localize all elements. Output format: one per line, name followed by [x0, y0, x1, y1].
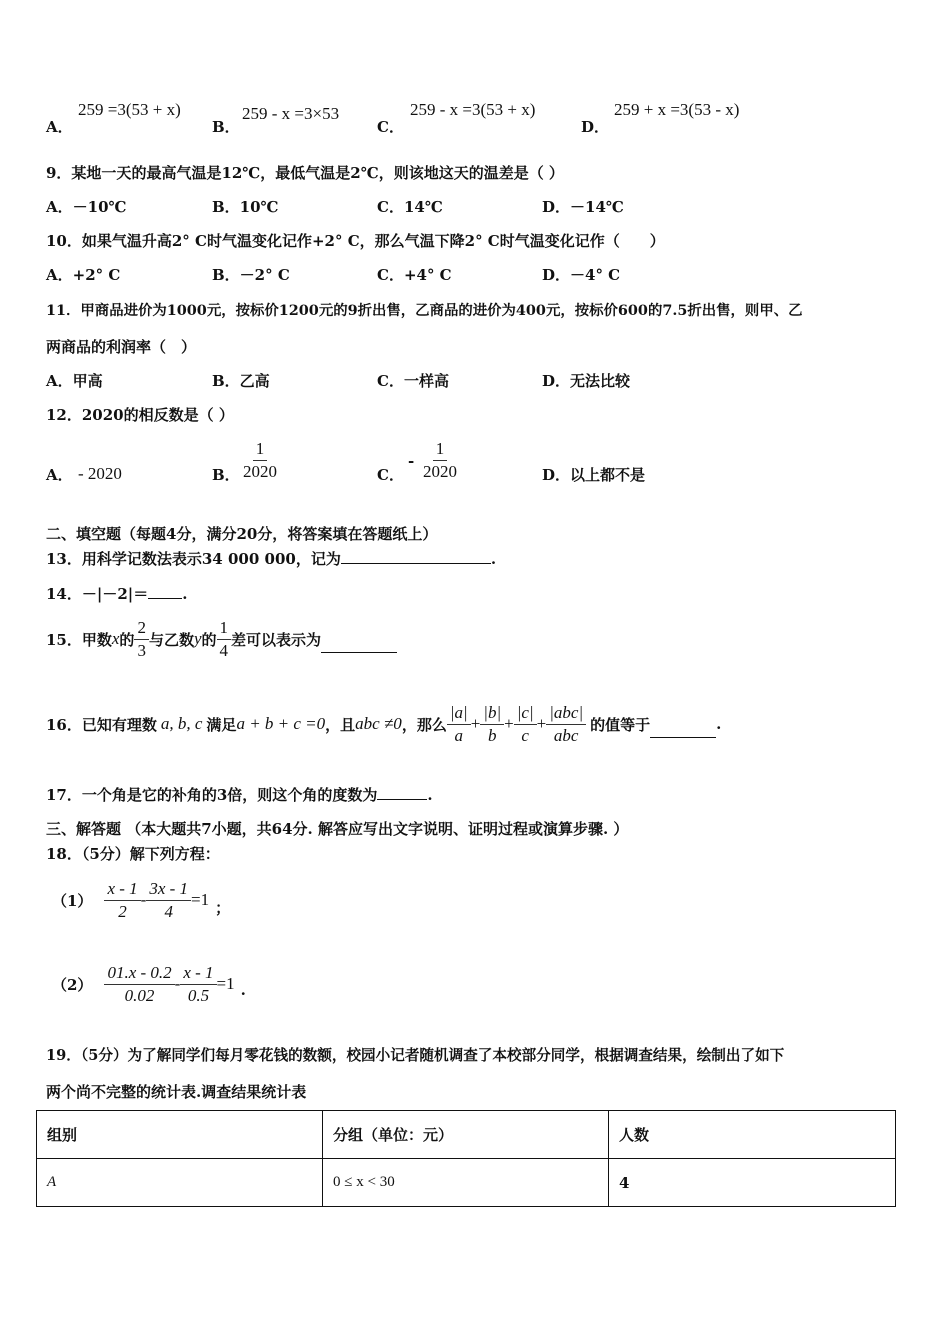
- fraction-numerator: 2: [134, 617, 149, 640]
- q8-option-a-label: A．: [46, 118, 73, 136]
- fraction-numerator: 1: [433, 438, 448, 461]
- table-header-cell: 人数: [609, 1111, 896, 1159]
- fraction-denominator: 2020: [243, 462, 277, 481]
- q18-part1-end: ；: [215, 898, 231, 917]
- q17-end: .: [427, 786, 433, 804]
- q18-part2-fraction-1: [104, 962, 174, 1007]
- fraction-denominator: 0.02: [124, 985, 155, 1005]
- answer-blank: [148, 584, 182, 599]
- q13: [46, 548, 496, 569]
- q13-text: 13．用科学记数法表示34 000 000，记为: [46, 550, 341, 568]
- q12-option-b-label: B．: [212, 466, 240, 484]
- q15-text-3: 与乙数: [148, 630, 194, 649]
- fraction-numerator: x - 1: [104, 878, 140, 901]
- answer-blank: [341, 549, 491, 564]
- answer-blank: [377, 785, 427, 800]
- q8-option-c-equation: 259 - x =3(53 + x): [410, 100, 536, 119]
- fraction-denominator: abc: [553, 725, 579, 745]
- q18-stem: 18．（5分）解下列方程：: [46, 845, 220, 863]
- q17: [46, 784, 433, 805]
- fraction-denominator: 2: [118, 901, 127, 921]
- q12-option-d: D．以上都不是: [542, 466, 646, 484]
- fraction-numerator: |abc|: [546, 702, 586, 725]
- q9-option-d: D．－14℃: [542, 198, 624, 216]
- q8-option-d-label: D．: [581, 118, 610, 136]
- q14-end: .: [182, 585, 188, 603]
- q11-stem-line1: 11．甲商品进价为1000元，按标价1200元的9折出售，乙商品的进价为400元，按标价600的7.5折出售，则甲、乙: [46, 302, 803, 319]
- fraction-numerator: 3x - 1: [146, 878, 191, 901]
- q15-var-y: y: [193, 629, 202, 648]
- fraction-numerator: |b|: [480, 702, 504, 725]
- q12-option-b-fraction: [240, 438, 280, 483]
- survey-table: [36, 1110, 896, 1207]
- plus-sign: +: [536, 714, 547, 733]
- q15-fraction-1: [134, 617, 149, 662]
- q15-text-1: 15．甲数: [46, 630, 112, 649]
- q9-option-b: B．10℃: [212, 198, 279, 216]
- fraction-denominator: 4: [164, 901, 173, 921]
- table-header-cell: 分组（单位：元）: [323, 1111, 609, 1159]
- q10-stem: 10．如果气温升高2° C时气温变化记作+2° C，那么气温下降2° C时气温变化记作（ ）: [46, 232, 665, 250]
- table-header-cell: 组别: [37, 1111, 323, 1159]
- q18-part2-end: .: [240, 981, 246, 999]
- q12-option-c-sign: -: [408, 452, 415, 470]
- q8-option-b-label: B．: [212, 118, 240, 136]
- q15: [46, 614, 397, 664]
- fraction-denominator: c: [521, 725, 529, 745]
- q16-end: .: [716, 715, 722, 733]
- fraction-numerator: 1: [217, 617, 232, 640]
- table-cell: 0 ≤ x < 30: [323, 1159, 609, 1207]
- q18-part1-label: （1）: [52, 891, 93, 910]
- answer-blank: [321, 638, 397, 653]
- q16-fraction-a: [447, 702, 471, 747]
- q12-option-a-value: - 2020: [78, 464, 122, 483]
- q8-option-a-equation: 259 =3(53 + x): [78, 100, 181, 119]
- q16-fraction-c: [514, 702, 537, 747]
- table-cell: A: [37, 1159, 323, 1207]
- q18-part1: [52, 874, 230, 926]
- fraction-numerator: |c|: [514, 702, 537, 725]
- q9-stem: 9．某地一天的最高气温是12℃，最低气温是2℃，则该地这天的温差是（ ）: [46, 164, 564, 182]
- q8-option-d-equation: 259 + x =3(53 - x): [614, 100, 740, 119]
- q15-text-5: 差可以表示为: [231, 630, 322, 649]
- q14-text: 14．－|－2|＝: [46, 585, 149, 603]
- q11-option-d: D．无法比较: [542, 372, 631, 390]
- fraction-denominator: 4: [219, 640, 229, 660]
- q10-option-c: C．+4° C: [377, 266, 452, 284]
- section2-title: 二、填空题（每题4分，满分20分，将答案填在答题纸上）: [46, 525, 438, 543]
- q9-option-c: C．14℃: [377, 198, 443, 216]
- q17-text: 17．一个角是它的补角的3倍，则这个角的度数为: [46, 786, 378, 804]
- table-row: [37, 1159, 896, 1207]
- q16-text-4: ，那么: [401, 715, 447, 734]
- q12-option-a-label: A．: [46, 466, 73, 484]
- q18-part2-label: （2）: [52, 975, 93, 994]
- q12-option-c-fraction: [420, 438, 460, 483]
- table-cell: 4: [609, 1159, 896, 1207]
- q15-var-x: x: [111, 629, 120, 648]
- q11-option-b: B．乙高: [212, 372, 270, 390]
- q15-fraction-2: [217, 617, 232, 662]
- fraction-denominator: 2020: [423, 462, 457, 481]
- q11-option-a: A．甲高: [46, 372, 103, 390]
- q16-text-1: 16．已知有理数: [46, 715, 157, 734]
- q15-text-4: 的: [201, 630, 217, 649]
- q16-condition-sum: a + b + c =0: [236, 714, 326, 733]
- q12-option-c-label: C．: [377, 466, 404, 484]
- fraction-denominator: 0.5: [187, 985, 210, 1005]
- table-header-row: [37, 1111, 896, 1159]
- q16-text-5: 的值等于: [590, 715, 651, 734]
- q16-vars: a, b, c: [160, 714, 203, 733]
- q18-part2-rhs: =1: [216, 974, 235, 993]
- plus-sign: +: [470, 714, 481, 733]
- section3-title: 三、解答题 （本大题共7小题，共64分. 解答应写出文字说明、证明过程或演算步骤. ）: [46, 820, 629, 838]
- q12-stem: 12．2020的相反数是（ ）: [46, 406, 234, 424]
- answer-blank: [650, 723, 716, 738]
- plus-sign: +: [504, 714, 514, 733]
- q10-option-d: D．－4° C: [542, 266, 621, 284]
- q18-part2: [52, 958, 246, 1010]
- q16-condition-product: abc ≠0: [355, 714, 402, 733]
- q16-text-3: ，且: [325, 715, 356, 734]
- q16-fraction-b: [480, 702, 504, 747]
- minus-sign: -: [140, 890, 147, 909]
- q16-fraction-abc: [546, 702, 586, 747]
- fraction-denominator: b: [487, 725, 497, 745]
- q9-option-a: A．－10℃: [46, 198, 127, 216]
- minus-sign: -: [174, 974, 181, 993]
- fraction-numerator: x - 1: [180, 962, 216, 985]
- q19-stem-line1: 19．（5分）为了解同学们每月零花钱的数额，校园小记者随机调查了本校部分同学，根据调查结果，绘制出了如下: [46, 1047, 785, 1064]
- q13-end: .: [490, 550, 497, 568]
- q11-stem-line2: 两商品的利润率（ ）: [46, 338, 197, 356]
- fraction-denominator: a: [454, 725, 463, 745]
- q14: [46, 583, 187, 604]
- q18-part1-fraction-2: [146, 878, 191, 923]
- q16: [46, 698, 721, 750]
- fraction-denominator: 3: [137, 640, 146, 660]
- q8-option-b-equation: 259 - x =3×53: [242, 104, 340, 123]
- q10-option-a: A．+2° C: [46, 266, 121, 284]
- q18-part1-rhs: =1: [191, 890, 210, 909]
- fraction-numerator: |a|: [447, 702, 471, 725]
- fraction-numerator: 1: [253, 438, 268, 461]
- q19-stem-line2: 两个尚不完整的统计表.调查结果统计表: [46, 1083, 307, 1101]
- q15-text-2: 的: [119, 630, 135, 649]
- fraction-numerator: 01.x - 0.2: [104, 962, 174, 985]
- q18-part2-fraction-2: [180, 962, 216, 1007]
- q18-part1-fraction-1: [104, 878, 140, 923]
- q16-text-2: 满足: [206, 715, 237, 734]
- q11-option-c: C．一样高: [377, 372, 449, 390]
- q8-option-c-label: C．: [377, 118, 404, 136]
- q10-option-b: B．－2° C: [212, 266, 290, 284]
